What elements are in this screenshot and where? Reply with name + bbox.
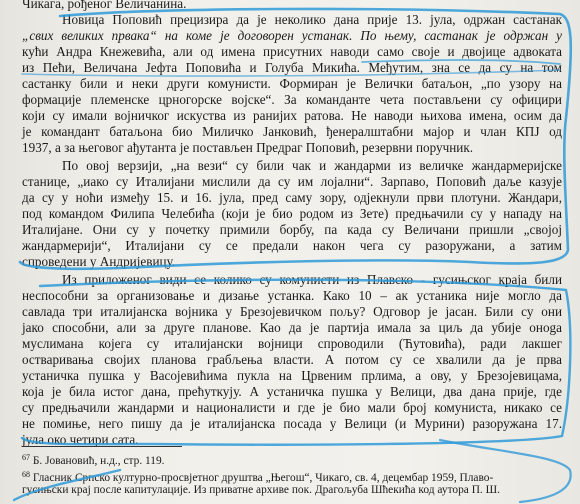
text-line: састанку били и неки други комунисти. Формиран је Велички батаљон, „по узору на <box>22 76 562 91</box>
text-line: Новица Поповић прецизира да је неколико дана прије 13. јула, одржан састанак <box>62 12 562 27</box>
text-line: 1937, а за његовог ађутанта је постављен Предраг Поповић, резервни поручник. <box>22 140 474 155</box>
footnote-marker: 67 <box>22 453 30 462</box>
text-line: остваривања својих планова грабљења власти. А потом су се хвалили да је прва <box>22 352 562 367</box>
footnote-text: Гласник Српско културно-просвјетног друштва „Његош“, Чикаго, св. 4, децембар 1959, Плаво- <box>32 472 494 484</box>
text-line: кући Андра Кнежевића, али од имена присутних наводи само своје и двојице адвоката <box>22 44 562 59</box>
text-line: која је била истог дана, прећуткују. А устаничка пушка у Велици, два дана прије, где <box>22 384 562 399</box>
text-line: под командом Филипа Челебића (који је био родом из Зете) предњачили су у нападу на <box>22 206 562 221</box>
text-line: Чикага, рођеног Величанина. <box>22 0 187 11</box>
text-line: неспособни за организовање и дизање устанка. Како 10 – ак устаника није могло да <box>22 288 562 303</box>
text-line: устаничка пушка у Васојевићима пукла на Црвеним прлима, а ову, у Брезојевицама, <box>22 368 562 383</box>
text-line: жандармерији“, Италијани су се предали након чега су разоружани, а затим <box>22 238 562 253</box>
text-line: из Пећи, Величана Јефта Поповића и Голуба Микића. Међутим, зна се да су на том <box>22 60 562 75</box>
footnote-separator <box>22 446 182 447</box>
text-line: јако способни, али за друге планове. Као да је партија имала за циљ да убије оноga <box>22 320 562 335</box>
text-line: „свих великих првака“ на коме је договорен устанак. По њему, састанак је одржан у <box>22 28 562 43</box>
text-line: По овој верзији, „на вези“ су били чак и жандарми из величке жандармеријске <box>62 158 562 173</box>
text-line: јула око четири сата. <box>22 432 139 447</box>
text-line: Италијане. Они су у почетку примили борбу, па када су Величани пришли „својој <box>22 222 562 237</box>
footnote-text: Б. Јовановић, н.д., стр. 119. <box>32 455 165 467</box>
footnote-text: гусињски крај после капитулације. Из приватне архиве пок. Драгољуба Шћекића код аутора П. Ш. <box>22 484 500 496</box>
footnote-marker: 68 <box>22 470 30 479</box>
text-line: су предњачили жандарми и националисти и где је био мали број комуниста, никако се <box>22 400 562 415</box>
text-line: савлада три италијанска војника у Брезојевичком пољу? Одговор је јасан. Били су они <box>22 304 562 319</box>
text-line: да су у ноћи између 15. и 16. јула, пред саму зору, одјекнули први плотуни. Жандари, <box>22 190 562 205</box>
footnote <box>22 451 562 468</box>
text-line: је командант батаљона био Миличко Јанковић, ђенералштабни мајор и члан КПЈ од <box>22 124 562 139</box>
text-line: муслимана којега су италијански војници спроводили (Ћутовића), ради лакшег <box>22 336 562 351</box>
text-line: спроведени у Андријевицу. <box>22 254 176 269</box>
text-line: не помиње, него пишу да је италијанска посада у Велици (и Мурини) разоружана 17. <box>22 416 562 431</box>
text-line: формације племенске црногорске војске“. За команданте чета постављени су официри <box>22 92 562 107</box>
text-line: који су имали војничког искуства из ранијих ратова. Не наводи њихова имена, осим да <box>22 108 562 123</box>
text-line: Из приложеног види се колико су комунисти из Плавско - гусињског краја били <box>62 272 562 287</box>
text-line: станице, „иако су Италијани мислили да су им лојални“. Зарпаво, Поповић даље казује <box>22 174 562 189</box>
footnote-continuation <box>22 483 562 497</box>
